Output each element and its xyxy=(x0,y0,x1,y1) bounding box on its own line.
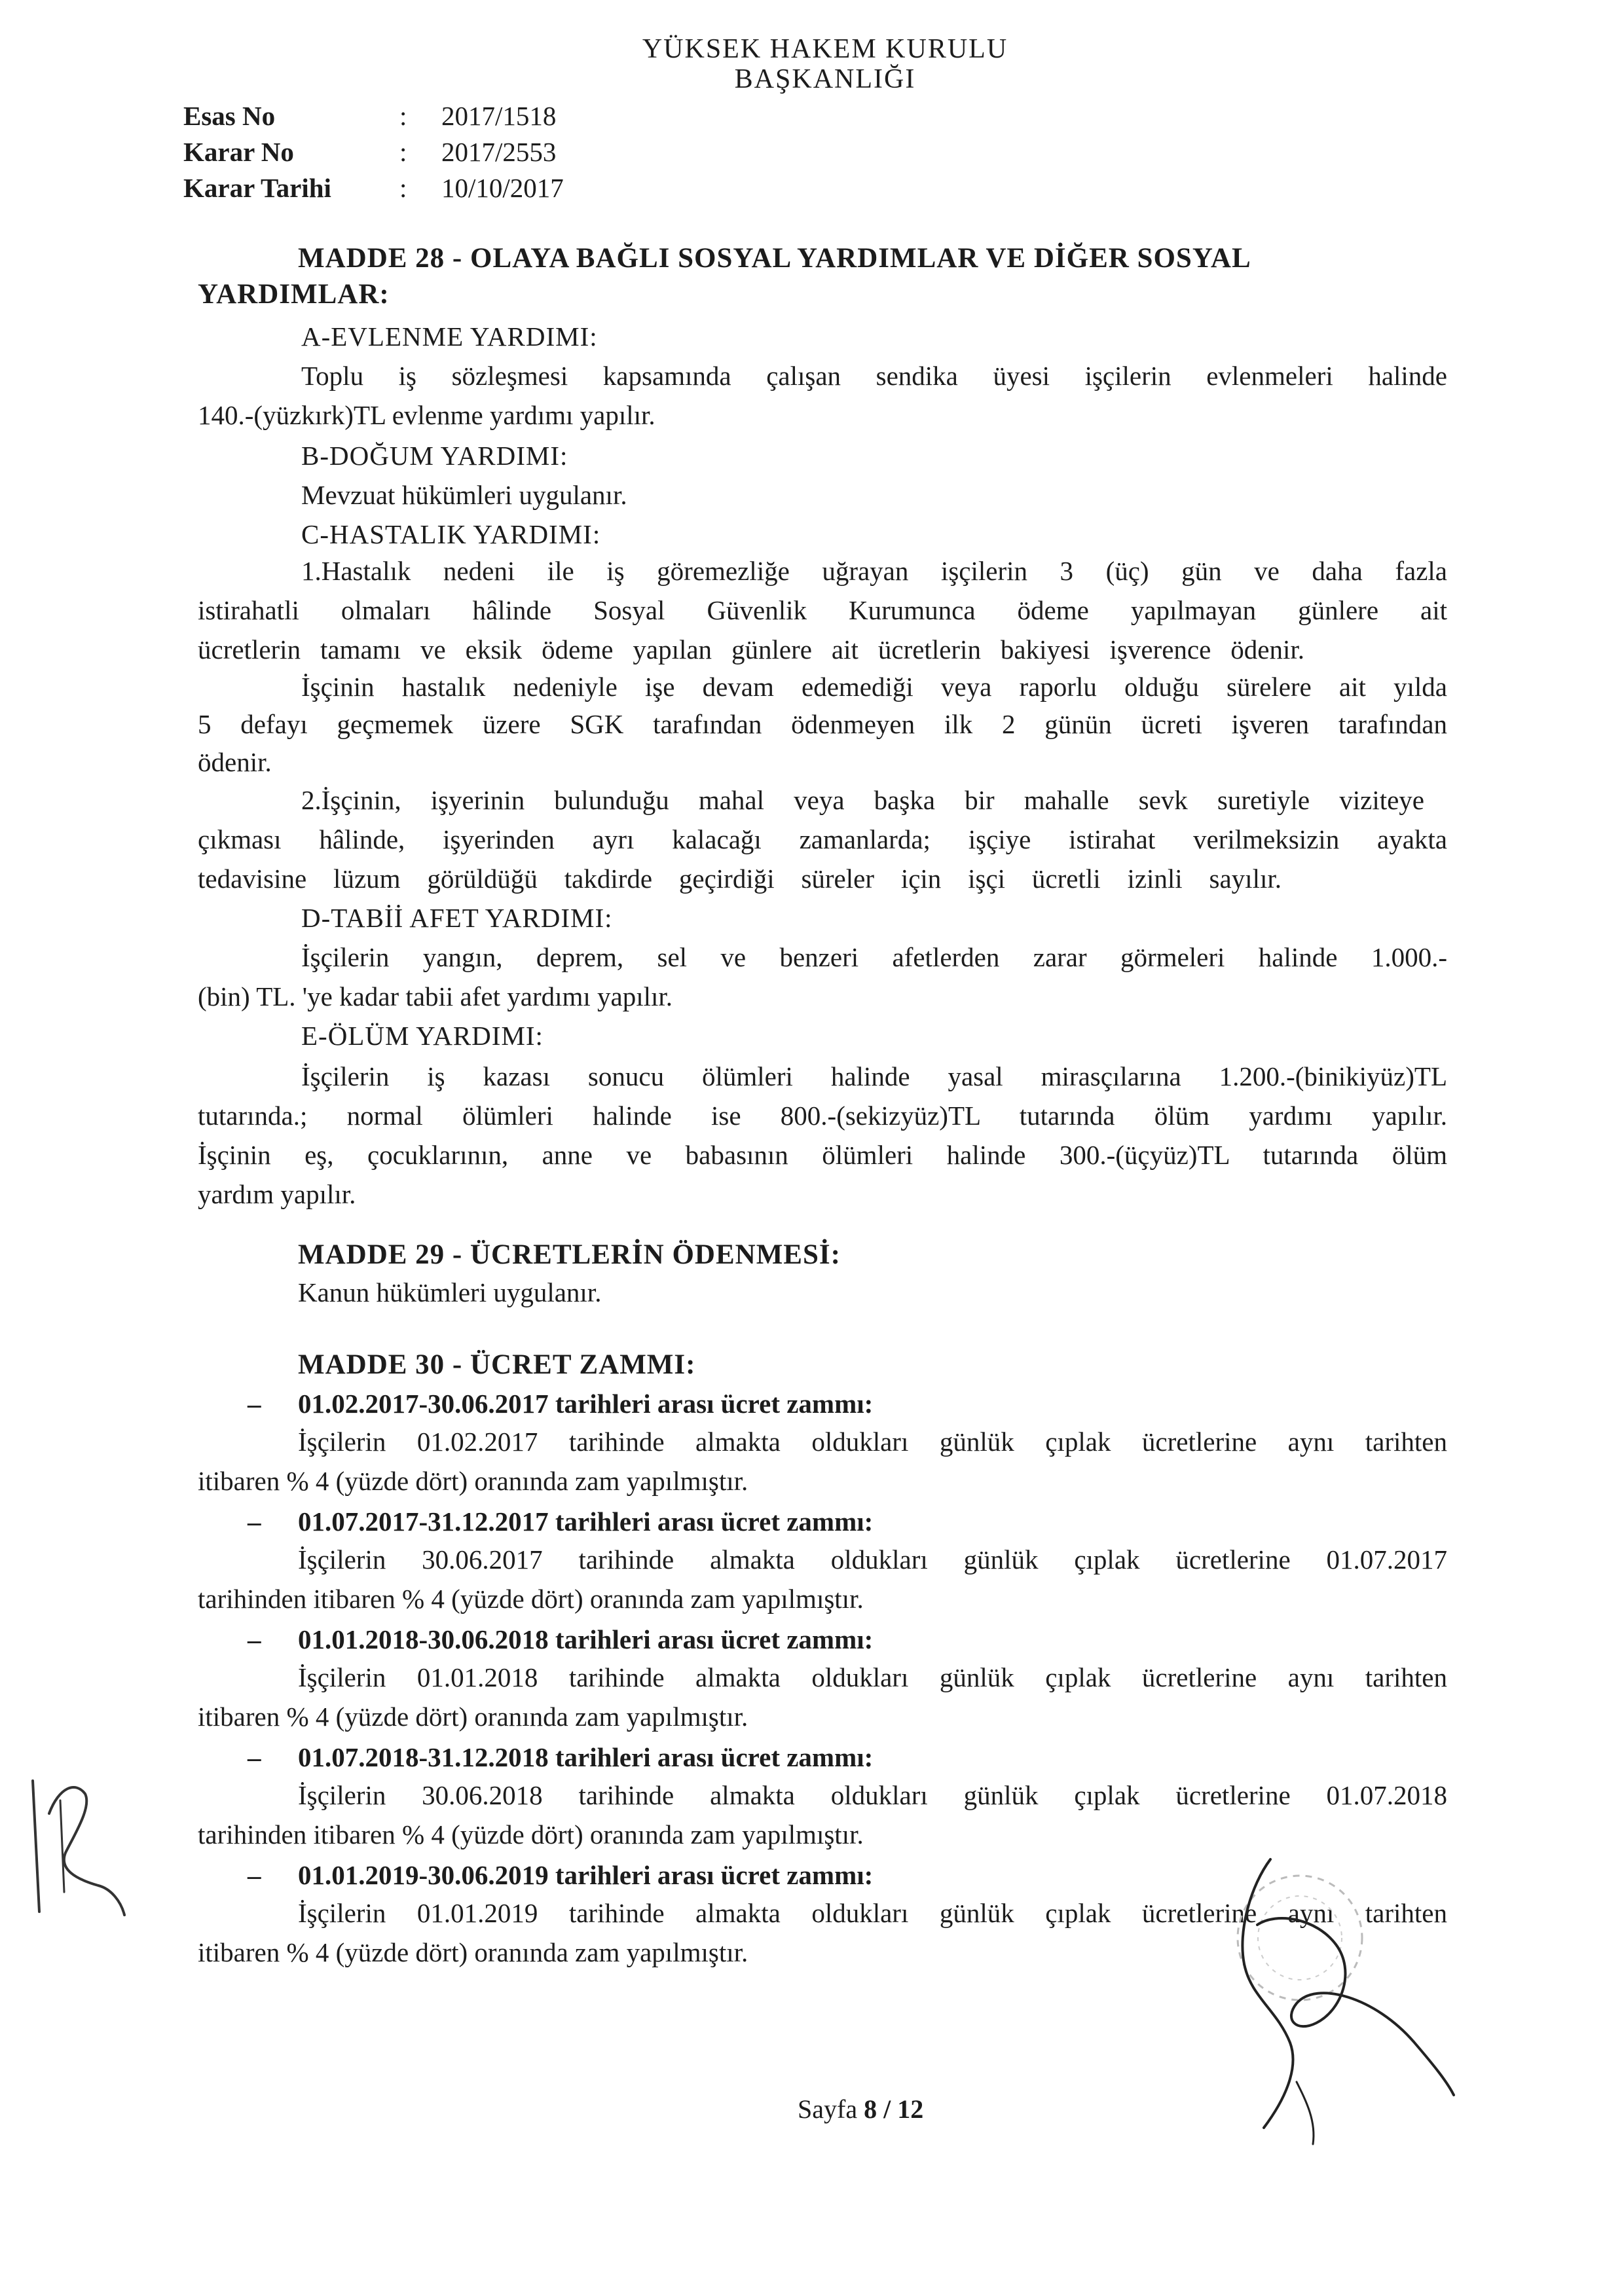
meta-separator: : xyxy=(399,137,407,167)
period-3-line-1: İşçilerin 01.01.2018 tarihinde almakta oldukları günlük çıplak ücretlerine aynı tarihten xyxy=(298,1662,1447,1692)
section-b-line-1: Mevzuat hükümleri uygulanır. xyxy=(301,480,627,510)
page-separator: / xyxy=(877,2094,898,2124)
period-5-line-2: itibaren % 4 (yüzde dört) oranında zam yapılmıştır. xyxy=(198,1937,748,1967)
section-d-heading: D-TABİİ AFET YARDIMI: xyxy=(301,903,613,933)
section-c-line-3: ücretlerin tamamı ve eksik ödeme yapılan günlere ait ücretlerin bakiyesi işverence ödenir. xyxy=(198,634,1304,665)
article-28-title: MADDE 28 - OLAYA BAĞLI SOSYAL YARDIMLAR VE DİĞER SOSYAL xyxy=(298,243,1251,274)
period-1-line-2: itibaren % 4 (yüzde dört) oranında zam yapılmıştır. xyxy=(198,1466,748,1496)
section-b-heading: B-DOĞUM YARDIMI: xyxy=(301,441,568,471)
section-d-line-1: İşçilerin yangın, deprem, sel ve benzeri afetlerden zarar görmeleri halinde 1.000.- xyxy=(301,942,1447,972)
meta-label: Karar Tarihi xyxy=(183,173,331,203)
section-c-line-6: ödenir. xyxy=(198,747,272,777)
case-metadata xyxy=(183,98,564,206)
period-2-line-2: tarihinden itibaren % 4 (yüzde dört) oranında zam yapılmıştır. xyxy=(198,1584,864,1614)
period-1-line-1: İşçilerin 01.02.2017 tarihinde almakta oldukları günlük çıplak ücretlerine aynı tarihten xyxy=(298,1427,1447,1457)
section-a-line-2: 140.-(yüzkırk)TL evlenme yardımı yapılır. xyxy=(198,400,655,430)
section-c-line-9: tedavisine lüzum görüldüğü takdirde geçirdiği süreler için işçi ücretli izinli sayılır. xyxy=(198,864,1282,894)
section-c-line-4: İşçinin hastalık nedeniyle işe devam edemediği veya raporlu olduğu sürelere ait yılda xyxy=(301,672,1447,702)
article-29-title: MADDE 29 - ÜCRETLERİN ÖDENMESİ: xyxy=(298,1239,841,1270)
article-29-line-1: Kanun hükümleri uygulanır. xyxy=(298,1277,602,1307)
meta-value: 2017/2553 xyxy=(441,137,557,167)
period-2-line-1: İşçilerin 30.06.2017 tarihinde almakta oldukları günlük çıplak ücretlerine 01.07.2017 xyxy=(298,1544,1447,1575)
meta-row-tarih xyxy=(183,170,564,206)
section-e-line-1: İşçilerin iş kazası sonucu ölümleri halinde yasal mirasçılarına 1.200.-(binikiyüz)TL xyxy=(301,1061,1447,1091)
section-a-heading: A-EVLENME YARDIMI: xyxy=(301,321,598,352)
page-current: 8 xyxy=(864,2094,877,2124)
section-c-line-8: çıkması hâlinde, işyerinden ayrı kalacağı zamanlarda; işçiye istirahat verilmeksizin ayakta xyxy=(198,824,1447,854)
article-30-title: MADDE 30 - ÜCRET ZAMMI: xyxy=(298,1349,696,1380)
section-c-line-1: 1.Hastalık nedeni ile iş göremezliğe uğrayan işçilerin 3 (üç) gün ve daha fazla xyxy=(301,556,1447,586)
section-a-line-1: Toplu iş sözleşmesi kapsamında çalışan sendika üyesi işçilerin evlenmeleri halinde xyxy=(301,361,1447,391)
meta-value: 2017/1518 xyxy=(441,101,557,131)
section-e-line-3: İşçinin eş, çocuklarının, anne ve babasının ölümleri halinde 300.-(üçyüz)TL tutarında ölüm xyxy=(198,1140,1447,1170)
period-4-line-1: İşçilerin 30.06.2018 tarihinde almakta oldukları günlük çıplak ücretlerine 01.07.2018 xyxy=(298,1780,1447,1810)
section-c-line-2: istirahatli olmaları hâlinde Sosyal Güvenlik Kurumunca ödeme yapılmayan günlere ait xyxy=(198,595,1447,625)
meta-row-esas xyxy=(183,98,564,134)
authority-name xyxy=(530,34,1120,94)
period-4-heading: 01.07.2018-31.12.2018 tarihleri arası ücret zammı: xyxy=(298,1742,874,1772)
list-bullet: – xyxy=(248,1389,261,1419)
meta-label: Esas No xyxy=(183,101,276,131)
page-total: 12 xyxy=(897,2094,924,2124)
period-4-line-2: tarihinden itibaren % 4 (yüzde dört) oranında zam yapılmıştır. xyxy=(198,1819,864,1850)
section-d-line-2: (bin) TL. 'ye kadar tabii afet yardımı yapılır. xyxy=(198,981,673,1011)
period-3-heading: 01.01.2018-30.06.2018 tarihleri arası ücret zammı: xyxy=(298,1624,874,1654)
period-1-heading: 01.02.2017-30.06.2017 tarihleri arası ücret zammı: xyxy=(298,1389,874,1419)
list-bullet: – xyxy=(248,1742,261,1772)
meta-separator: : xyxy=(399,173,407,203)
period-5-heading: 01.01.2019-30.06.2019 tarihleri arası ücret zammı: xyxy=(298,1860,874,1890)
meta-row-karar xyxy=(183,134,564,170)
section-c-line-5: 5 defayı geçmemek üzere SGK tarafından ödenmeyen ilk 2 günün ücreti işveren tarafından xyxy=(198,709,1447,739)
handwritten-signature-icon xyxy=(1166,1846,1480,2160)
authority-line-1: YÜKSEK HAKEM KURULU xyxy=(642,34,1008,64)
section-c-heading: C-HASTALIK YARDIMI: xyxy=(301,519,601,549)
list-bullet: – xyxy=(248,1860,261,1890)
article-28-title-cont: YARDIMLAR: xyxy=(198,279,390,310)
section-c-line-7: 2.İşçinin, işyerinin bulunduğu mahal veya başka bir mahalle sevk suretiyle viziteye xyxy=(301,785,1424,815)
meta-separator: : xyxy=(399,101,407,131)
section-e-heading: E-ÖLÜM YARDIMI: xyxy=(301,1021,544,1051)
meta-value: 10/10/2017 xyxy=(441,173,564,203)
meta-label: Karar No xyxy=(183,137,294,167)
list-bullet: – xyxy=(248,1624,261,1654)
period-2-heading: 01.07.2017-31.12.2017 tarihleri arası ücret zammı: xyxy=(298,1506,874,1537)
period-3-line-2: itibaren % 4 (yüzde dört) oranında zam yapılmıştır. xyxy=(198,1702,748,1732)
page-prefix: Sayfa xyxy=(798,2094,864,2124)
section-e-line-2: tutarında.; normal ölümleri halinde ise 800.-(sekizyüz)TL tutarında ölüm yardımı yapılır. xyxy=(198,1101,1447,1131)
section-e-line-4: yardım yapılır. xyxy=(198,1179,356,1209)
page-number xyxy=(798,2094,923,2124)
period-5-line-1: İşçilerin 01.01.2019 tarihinde almakta oldukları günlük çıplak ücretlerine aynı tarihten xyxy=(298,1898,1447,1928)
list-bullet: – xyxy=(248,1506,261,1537)
handwritten-initials-icon xyxy=(13,1761,144,1931)
authority-line-2: BAŞKANLIĞI xyxy=(734,64,916,94)
